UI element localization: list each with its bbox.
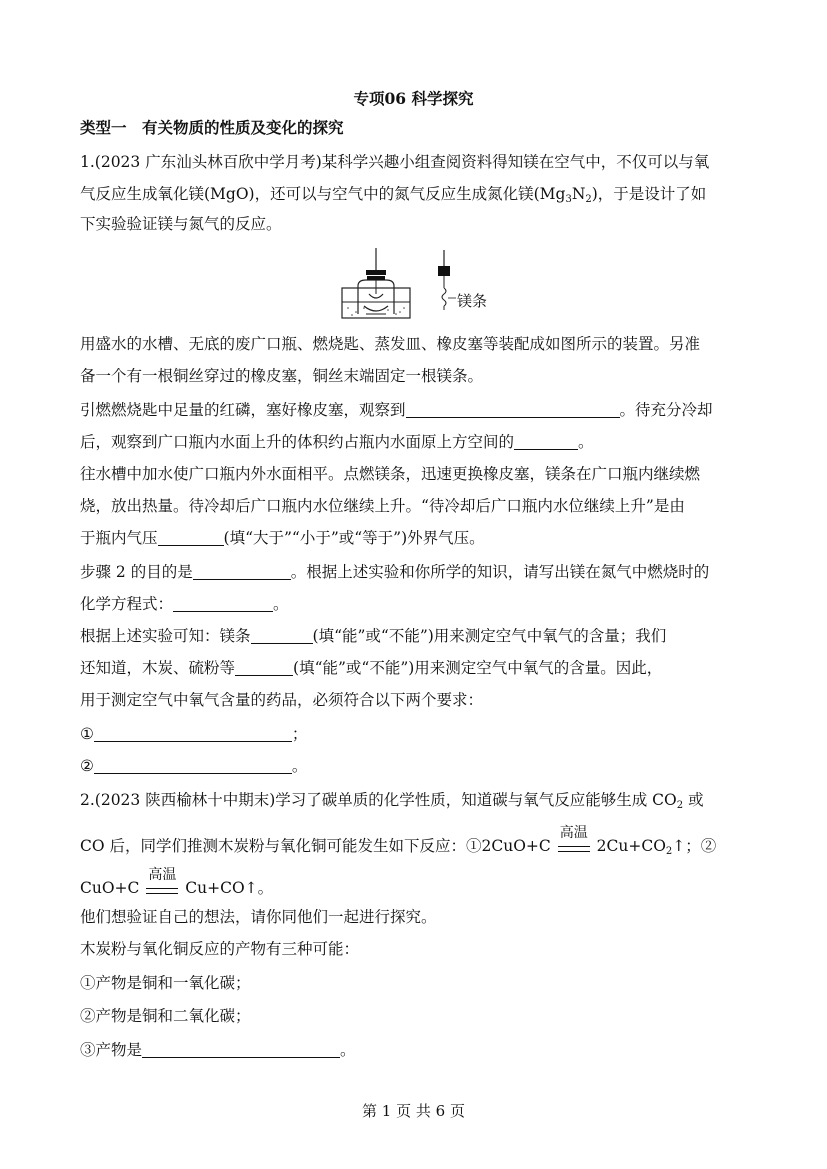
q1-p5-text-a: 根据上述实验可知：镁条: [80, 627, 251, 645]
q2-equation-1-suffix: ↑；②: [672, 837, 717, 855]
q2-intro-text-b: 或: [683, 791, 704, 809]
apparatus-drawing: [336, 244, 496, 324]
q1-requirement-1: [80, 724, 307, 744]
q1-p2-line2: [80, 432, 594, 452]
q2-equation-1-products: 2Cu+CO: [596, 837, 666, 855]
q2-intro-text-a: 2.(2023 陕西榆林十中期末)学习了碳单质的化学性质，知道碳与氧气反应能够生成 CO: [80, 791, 677, 809]
answer-blank-observation[interactable]: [406, 401, 620, 418]
answer-blank-equation[interactable]: [173, 595, 273, 612]
condition-text: 高温: [148, 867, 177, 883]
equals-sign: [146, 888, 178, 894]
q2-option-2: ②产物是铜和二氧化碳；: [80, 1007, 251, 1025]
q1-intro-text-b: N: [571, 185, 586, 203]
q1-intro-text-c: )，于是设计了如: [591, 185, 707, 203]
subscript: 2: [665, 846, 673, 857]
q1-p1-line1: 用盛水的水槽、无底的废广口瓶、燃烧匙、蒸发皿、橡皮塞等装配成如图所示的装置。另准: [80, 335, 701, 353]
subscript: 3: [565, 194, 572, 205]
q2-intro-line1: [80, 790, 704, 810]
q1-p4-line1: [80, 562, 709, 582]
q1-p4-text-b: 。根据上述实验和你所学的知识，请写出镁在氮气中燃烧时的: [290, 563, 710, 581]
q1-p5-text-d: (填“能”或“不能”)用来测定空气中氧气的含量。因此，: [293, 659, 663, 677]
q2-option-3: [80, 1040, 356, 1060]
q2-equation-2-products: Cu+CO↑。: [185, 879, 274, 897]
q1-p2-text-c: 后，观察到广口瓶内水面上升的体积约占瓶内水面原上方空间的: [80, 433, 515, 451]
q1-p3-text-a: 于瓶内气压: [80, 529, 158, 547]
page-footer: 第 1 页 共 6 页: [362, 1102, 465, 1120]
q1-p4-text-a: 步骤 2 的目的是: [80, 563, 193, 581]
q2-p1: 他们想验证自己的想法，请你同他们一起进行探究。: [80, 908, 437, 926]
q1-intro-line1: 1.(2023 广东汕头林百欣中学月考)某科学兴趣小组查阅资料得知镁在空气中，不仅可以与氧: [80, 153, 710, 171]
q1-p5-line1: [80, 626, 666, 646]
q1-p4-text-d: 。: [273, 595, 289, 613]
q1-intro-text-a: 气反应生成氧化镁(MgO)，还可以与空气中的氮气反应生成氮化镁(Mg: [80, 185, 566, 203]
q1-p2-text-a: 引燃燃烧匙中足量的红磷，塞好橡皮塞，观察到: [80, 401, 406, 419]
q1-p5-line3: 用于测定空气中氧气含量的药品，必须符合以下两个要求：: [80, 691, 484, 709]
answer-blank-magnesium-usable[interactable]: [251, 627, 313, 644]
q1-p5-text-c: 还知道，木炭、硫粉等: [80, 659, 236, 677]
condition-text: 高温: [559, 825, 588, 841]
q2-equation-2-reactants: CuO+C: [80, 879, 140, 897]
q2-option-3-suffix: 。: [340, 1041, 356, 1059]
q1-p5-line2: [80, 658, 662, 678]
q1-p1-line2: 备一个有一根铜丝穿过的橡皮塞，铜丝末端固定一根镁条。: [80, 367, 484, 385]
answer-blank-carbon-sulfur-usable[interactable]: [235, 659, 293, 676]
q1-p5-text-b: (填“能”或“不能”)用来测定空气中氧气的含量；我们: [312, 627, 667, 645]
q1-p3-line1: 往水槽中加水使广口瓶内外水面相平。点燃镁条，迅速更换橡皮塞，镁条在广口瓶内继续燃: [80, 465, 701, 483]
answer-blank-requirement-1[interactable]: [94, 725, 292, 742]
q1-requirement-2: [80, 756, 307, 776]
answer-blank-requirement-2[interactable]: [94, 757, 292, 774]
answer-blank-fraction[interactable]: [514, 433, 578, 450]
equals-sign: [558, 846, 590, 852]
q2-p2: 木炭粉与氧化铜反应的产物有三种可能：: [80, 940, 360, 958]
circled-number-1: ①: [80, 725, 94, 743]
q1-p3-text-b: (填“大于”“小于”或“等于”)外界气压。: [223, 529, 485, 547]
q2-option-3-text: ③产物是: [80, 1041, 143, 1059]
q2-equation-line2: [80, 867, 274, 899]
q1-p4-line2: [80, 594, 289, 614]
requirement-2-suffix: 。: [291, 757, 308, 775]
q1-p2-text-d: 。: [578, 433, 594, 451]
answer-blank-pressure[interactable]: [158, 529, 224, 546]
q1-p3-line2: 烧，放出热量。待冷却后广口瓶内水位继续上升。“待冷却后广口瓶内水位继续上升”是由: [80, 497, 685, 515]
answer-blank-step2-purpose[interactable]: [193, 563, 291, 580]
q1-intro-line2: [80, 184, 706, 204]
q1-p3-line3: [80, 528, 485, 548]
q2-option-1: ①产物是铜和一氧化碳；: [80, 974, 251, 992]
magnesium-ribbon-label: 镁条: [457, 292, 488, 310]
subscript: 2: [676, 800, 684, 811]
apparatus-figure: [336, 244, 496, 328]
q1-p2-text-b: 。待充分冷却: [619, 401, 713, 419]
q1-p4-text-c: 化学方程式：: [80, 595, 174, 613]
requirement-1-suffix: ；: [291, 725, 308, 743]
q2-equation-line1: [80, 825, 717, 857]
q1-intro-line3: 下实验验证镁与氮气的反应。: [80, 215, 282, 233]
page-title: 专项06 科学探究: [353, 89, 474, 108]
q2-equation-1-reactants: CO 后，同学们推测木炭粉与氧化铜可能发生如下反应：①2CuO+C: [80, 837, 551, 855]
circled-number-2: ②: [80, 757, 94, 775]
answer-blank-product-3[interactable]: [142, 1041, 340, 1058]
section-heading: 类型一 有关物质的性质及变化的探究: [80, 118, 344, 137]
subscript: 2: [585, 194, 592, 205]
reaction-condition-2: [144, 867, 180, 899]
q1-p2-line1: [80, 400, 713, 420]
reaction-condition-1: [556, 825, 592, 857]
